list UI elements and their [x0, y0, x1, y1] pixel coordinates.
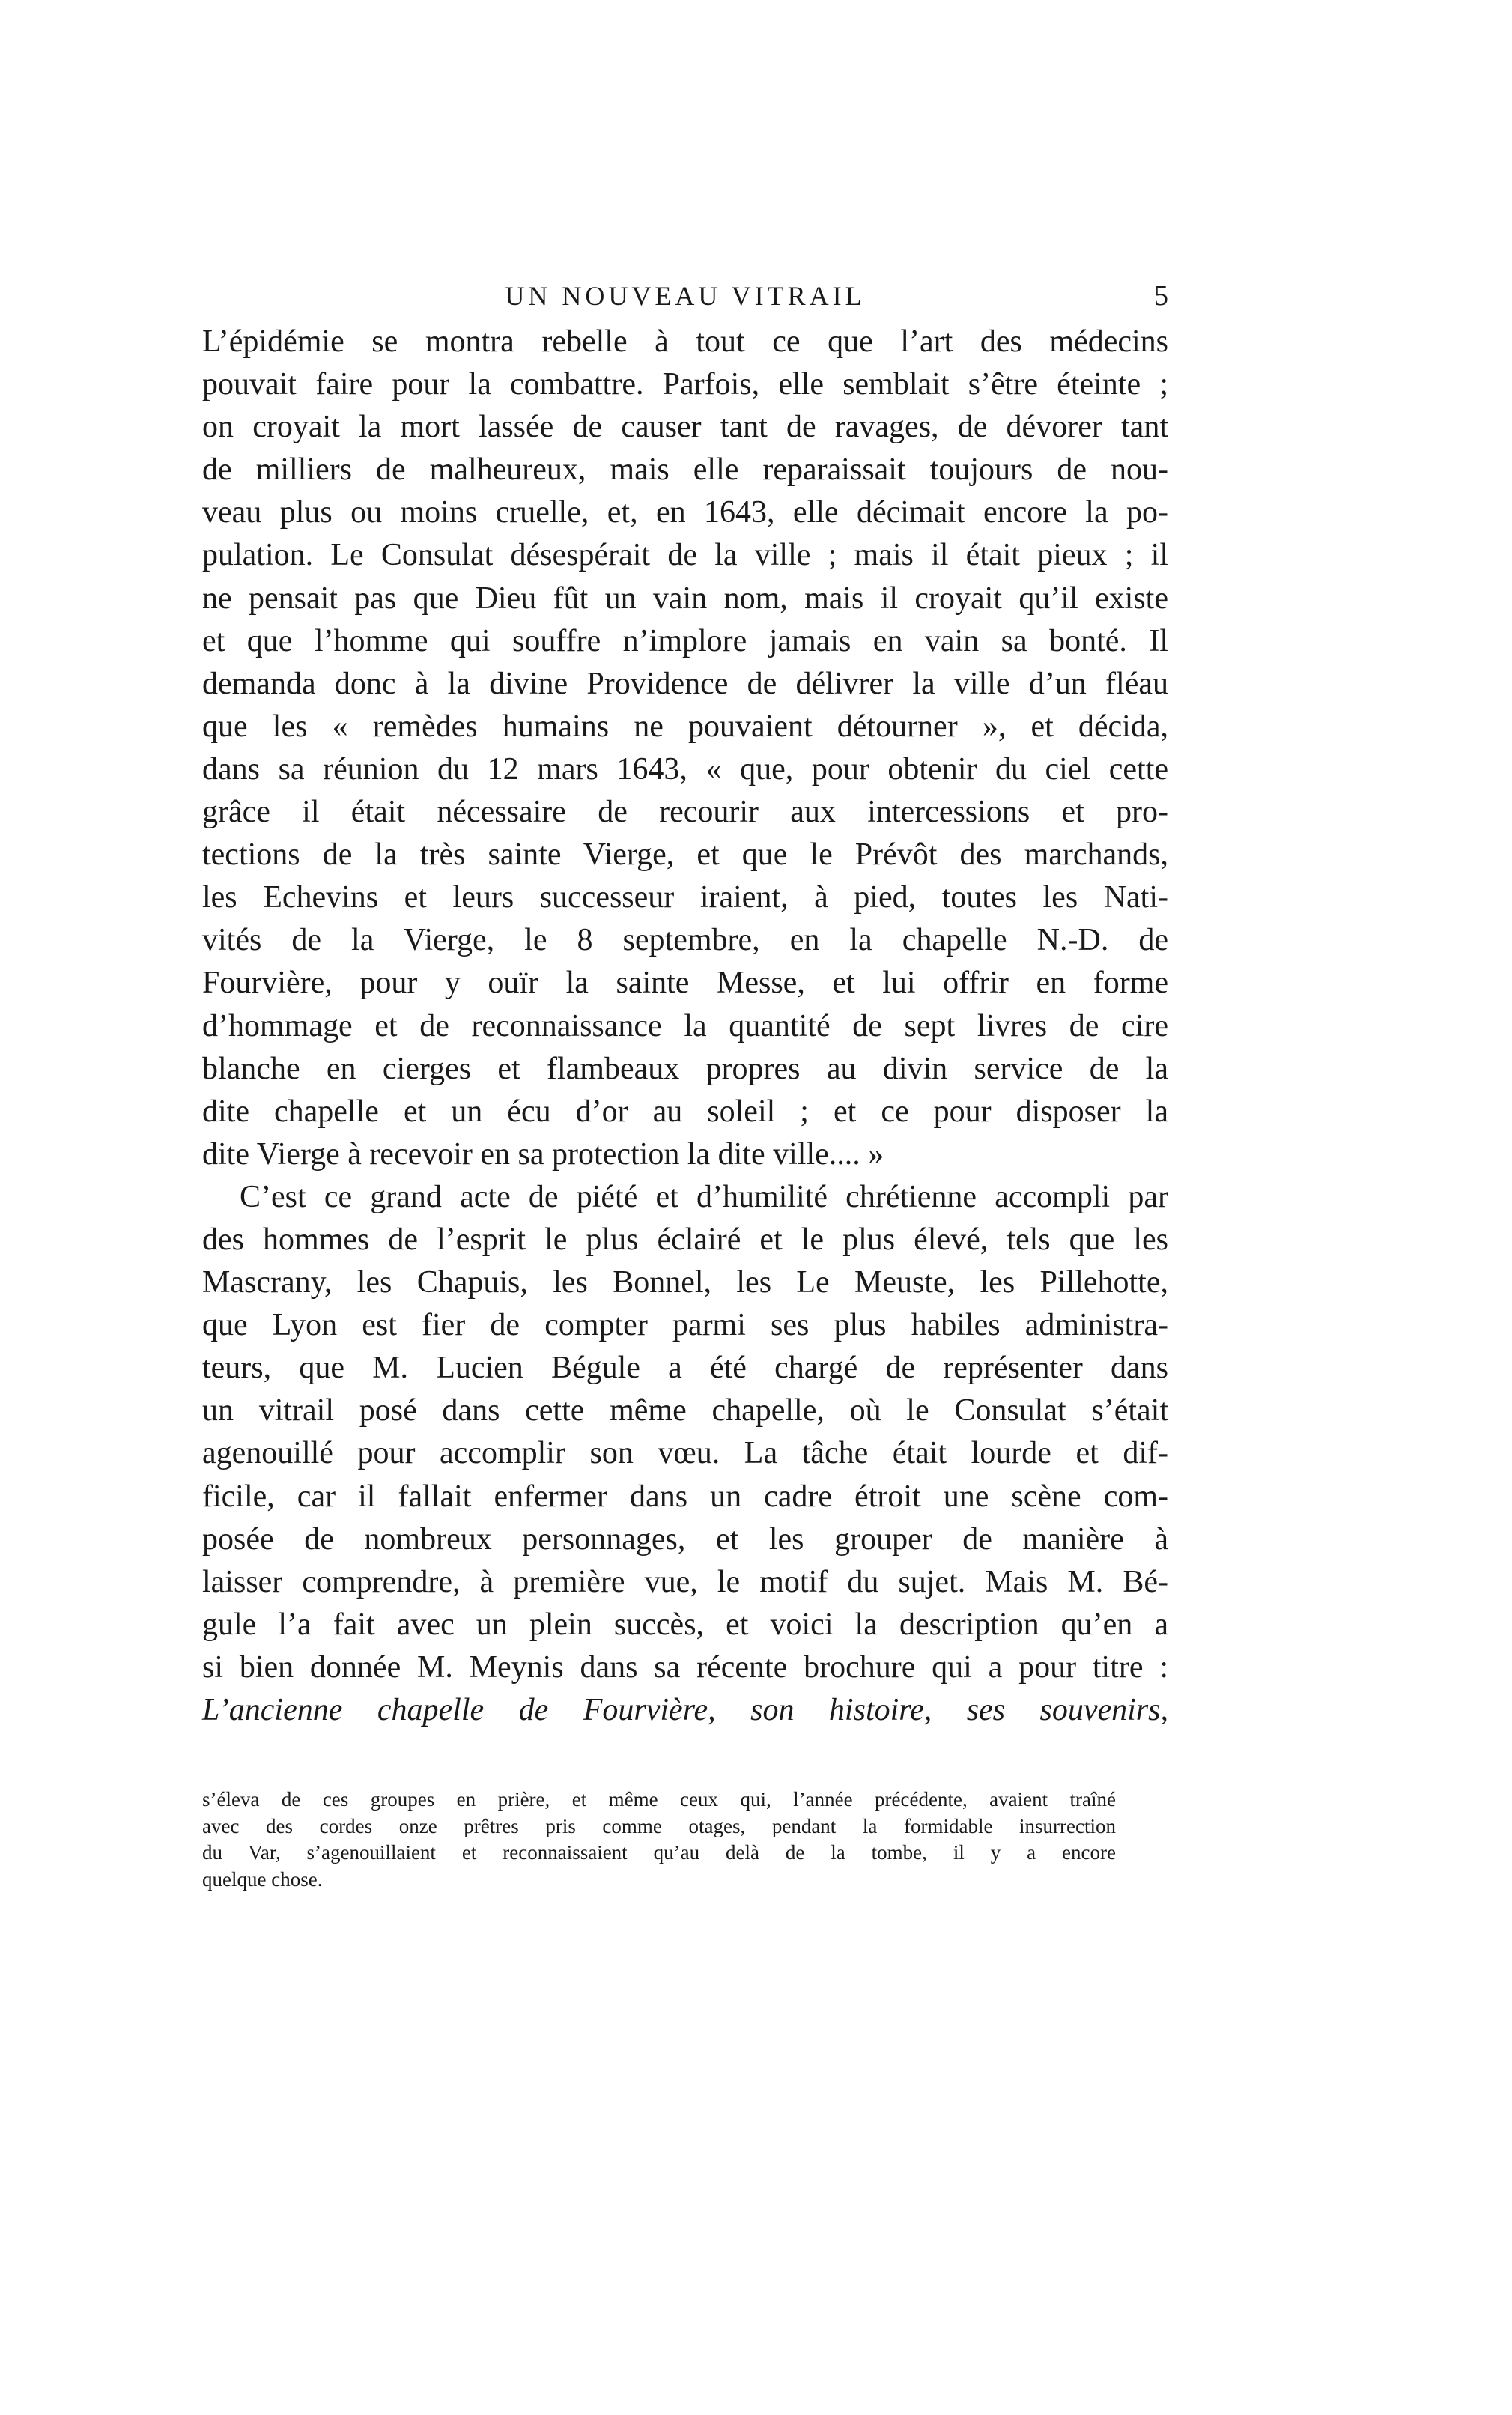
text-line: que les « remèdes humains ne pouvaient détourner », et décida,: [202, 709, 1168, 744]
text-line: veau plus ou moins cruelle, et, en 1643, elle décimait encore la po-: [202, 495, 1168, 530]
text-line: grâce il était nécessaire de recourir aux intercessions et pro-: [202, 795, 1168, 830]
text-line: ne pensait pas que Dieu fût un vain nom, mais il croyait qu’il existe: [202, 581, 1168, 616]
text-line: on croyait la mort lassée de causer tant de ravages, de dévorer tant: [202, 410, 1168, 445]
text-line: L’épidémie se montra rebelle à tout ce que l’art des médecins: [202, 324, 1168, 359]
text-line: L’ancienne chapelle de Fourvière, son histoire, ses souvenirs,: [202, 1693, 1168, 1727]
text-line: demanda donc à la divine Providence de délivrer la ville d’un fléau: [202, 666, 1168, 701]
text-line: un vitrail posé dans cette même chapelle, où le Consulat s’était: [202, 1393, 1168, 1428]
text-line: posée de nombreux personnages, et les grouper de manière à: [202, 1521, 1168, 1557]
paragraph-2: [202, 1176, 1168, 1732]
text-line: pouvait faire pour la combattre. Parfois, elle semblait s’être éteinte ;: [202, 367, 1168, 402]
text-line: vités de la Vierge, le 8 septembre, en la chapelle N.-D. de: [202, 923, 1168, 958]
text-line: C’est ce grand acte de piété et d’humilité chrétienne accompli par: [240, 1179, 1168, 1214]
text-line: des hommes de l’esprit le plus éclairé et le plus élevé, tels que les: [202, 1222, 1168, 1257]
page-number: 5: [1154, 280, 1168, 312]
paragraph-1: [202, 321, 1168, 1176]
text-line: Fourvière, pour y ouïr la sainte Messe, et lui offrir en forme: [202, 966, 1168, 1001]
text-line: tections de la très sainte Vierge, et que le Prévôt des marchands,: [202, 837, 1168, 873]
text-line: gule l’a fait avec un plein succès, et voici la description qu’en a: [202, 1607, 1168, 1642]
footnote: [202, 1787, 1116, 1893]
running-head: [202, 277, 1168, 315]
footnote-line: avec des cordes onze prêtres pris comme otages, pendant la formidable insurrection: [202, 1814, 1116, 1837]
text-line: ficile, car il fallait enfermer dans un cadre étroit une scène com-: [202, 1479, 1168, 1514]
text-line: agenouillé pour accomplir son vœu. La tâche était lourde et dif-: [202, 1436, 1168, 1471]
running-title: UN NOUVEAU VITRAIL: [505, 281, 866, 311]
text-line: Mascrany, les Chapuis, les Bonnel, les Le Meuste, les Pillehotte,: [202, 1265, 1168, 1300]
text-line: dans sa réunion du 12 mars 1643, « que, pour obtenir du ciel cette: [202, 751, 1168, 787]
text-line: si bien donnée M. Meynis dans sa récente brochure qui a pour titre :: [202, 1649, 1168, 1685]
body-text: [202, 321, 1168, 1732]
text-line: dite chapelle et un écu d’or au soleil ; et ce pour disposer la: [202, 1094, 1168, 1129]
text-line: dite Vierge à recevoir en sa protection la dite ville.... »: [202, 1136, 884, 1172]
text-line: et que l’homme qui souffre n’implore jamais en vain sa bonté. Il: [202, 623, 1168, 658]
text-line: d’hommage et de reconnaissance la quantité de sept livres de cire: [202, 1008, 1168, 1043]
text-line: teurs, que M. Lucien Bégule a été chargé de représenter dans: [202, 1351, 1168, 1386]
text-line: que Lyon est fier de compter parmi ses plus habiles administra-: [202, 1308, 1168, 1343]
text-line: de milliers de malheureux, mais elle reparaissait toujours de nou-: [202, 452, 1168, 488]
text-line: pulation. Le Consulat désespérait de la ville ; mais il était pieux ; il: [202, 538, 1168, 573]
footnote-line: s’éleva de ces groupes en prière, et même ceux qui, l’année précédente, avaient traîné: [202, 1788, 1116, 1811]
footnote-line: du Var, s’agenouillaient et reconnaissaient qu’au delà de la tombe, il y a encore: [202, 1841, 1116, 1864]
text-line: laisser comprendre, à première vue, le motif du sujet. Mais M. Bé-: [202, 1564, 1168, 1599]
text-line: blanche en cierges et flambeaux propres au divin service de la: [202, 1051, 1168, 1086]
text-line: les Echevins et leurs successeur iraient, à pied, toutes les Nati-: [202, 880, 1168, 915]
footnote-line: quelque chose.: [202, 1867, 323, 1891]
